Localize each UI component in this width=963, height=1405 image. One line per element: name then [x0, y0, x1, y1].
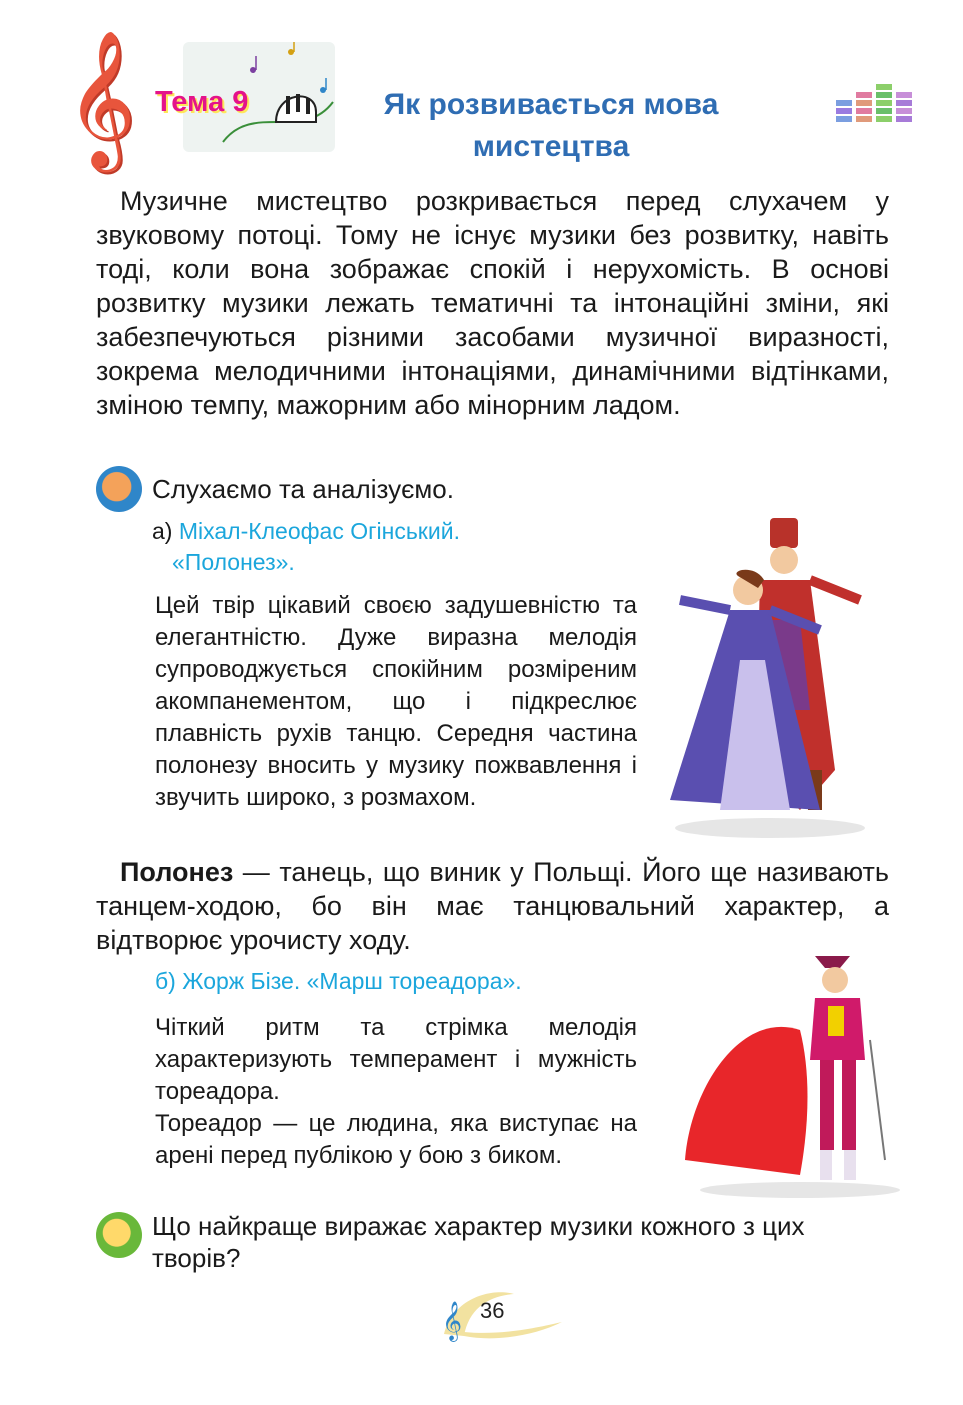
intro-paragraph: Музичне мистецтво розкривається перед слухачем у звуковому потоці. Тому не існує музики без розвитку, навіть тоді, коли вона зображає спокій і нерухомість. В основі розвитку музики лежать тематичні та інтонаційні зміни, які забезпечуються різними засобами музичної виразності, зокрема мелодичними інтонаціями, динамічними відтінками, зміною темпу, мажорним або мінорним ладом. — [96, 186, 889, 420]
polonaise-term: Полонез — [120, 857, 234, 887]
item-a-piece-title: «Полонез». — [172, 549, 295, 575]
page-number: 36 — [480, 1298, 505, 1323]
thinking-child-icon — [96, 1212, 142, 1258]
topic-label: Тема 9 — [155, 86, 249, 118]
piano-keys-icon — [272, 82, 320, 126]
item-b-description-line1: Чіткий ритм та стрімка мелодія характеризують темперамент і мужність тореадора. — [155, 1014, 637, 1105]
toreador-illustration — [680, 950, 900, 1200]
listening-child-icon — [96, 466, 142, 512]
item-b-description-line2: Тореадор — це людина, яка виступає на арені перед публікою у бою з биком. — [155, 1110, 637, 1169]
item-a-composer: Міхал-Клеофас Огінський. — [178, 518, 460, 544]
item-a-description: Цей твір цікавий своєю задушевністю та елегантністю. Дуже виразна мелодія супроводжується спокійним розміреним акомпанементом, що і підкреслює плавність рухів танцю. Середня частина полонезу вносить у музику пожвавлення і звучить широко, з розмахом. — [155, 592, 637, 811]
listen-prompt: Слухаємо та аналізуємо. — [152, 474, 454, 504]
item-b-heading: б) Жорж Бізе. «Марш тореадора». — [155, 968, 522, 994]
treble-clef-icon: 𝄞 — [66, 28, 136, 166]
polonaise-definition-text: — танець, що виник у Польщі. Його ще називають танцем-ходою, бо він має танцювальний характер, а відтворює урочисту ходу. — [96, 857, 889, 955]
polonaise-dancers-illustration — [660, 510, 890, 840]
item-a-label: а) — [152, 518, 173, 544]
footer-treble-clef-icon: 𝄞 — [442, 1301, 463, 1341]
polonaise-definition — [96, 855, 889, 957]
page-title: Як розвивається мова мистецтва — [383, 88, 719, 163]
question-text: Що найкраще виражає характер музики кожного з цих творів? — [152, 1211, 805, 1273]
item-b-description — [155, 1012, 637, 1172]
item-a-heading — [152, 516, 460, 578]
equalizer-notes-icon — [834, 72, 914, 128]
